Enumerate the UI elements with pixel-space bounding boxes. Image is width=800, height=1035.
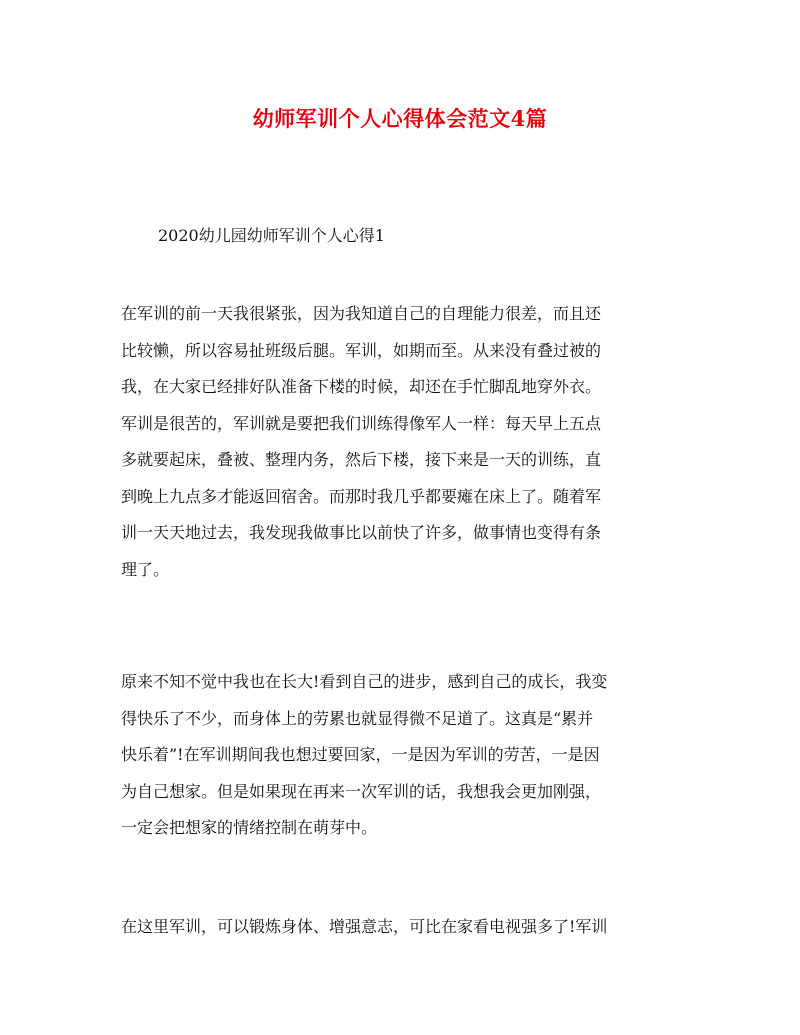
paragraph-line: 军训是很苦的，军训就是要把我们训练得像军人一样：每天早上五点 [121, 413, 602, 433]
paragraph-line: 多就要起床，叠被、整理内务，然后下楼，接下来是一天的训练，直 [121, 450, 602, 469]
paragraph-line: 原来不知不觉中我也在长大!看到自己的进步，感到自己的成长，我变 [121, 672, 608, 691]
paragraph-1 [121, 296, 691, 588]
paragraph-line: 一定会把想家的情绪控制在萌芽中。 [121, 818, 378, 837]
paragraph-line: 快乐着”!在军训期间我也想过要回家，一是因为军训的劳苦，一是因 [121, 745, 600, 764]
paragraph-line: 训一天天地过去，我发现我做事比以前快了许多，做事情也变得有条 [121, 523, 602, 542]
paragraph-line: 在这里军训，可以锻炼身体、增强意志，可比在家看电视强多了!军训 [121, 917, 608, 936]
paragraph-line: 到晚上九点多才能返回宿舍。而那时我几乎都要瘫在床上了。随着军 [121, 486, 602, 506]
paragraph-2 [121, 664, 691, 847]
paragraph-line: 我，在大家已经排好队准备下楼的时候，却还在手忙脚乱地穿外衣。 [121, 377, 602, 396]
section-heading: 2020幼儿园幼师军训个人心得1 [158, 226, 385, 245]
document-title: 幼师军训个人心得体会范文4篇 [252, 106, 548, 131]
paragraph-line: 得快乐了不少，而身体上的劳累也就显得微不足道了。这真是“累并 [121, 708, 594, 728]
paragraph-line: 比较懒，所以容易扯班级后腿。军训，如期而至。从来没有叠过被的 [121, 340, 602, 360]
paragraph-line: 在军训的前一天我很紧张，因为我知道自己的自理能力很差，而且还 [121, 304, 602, 323]
paragraph-line: 为自己想家。但是如果现在再来一次军训的话，我想我会更加刚强， [121, 781, 602, 801]
paragraph-line: 理了。 [121, 559, 170, 579]
paragraph-3 [121, 909, 691, 946]
